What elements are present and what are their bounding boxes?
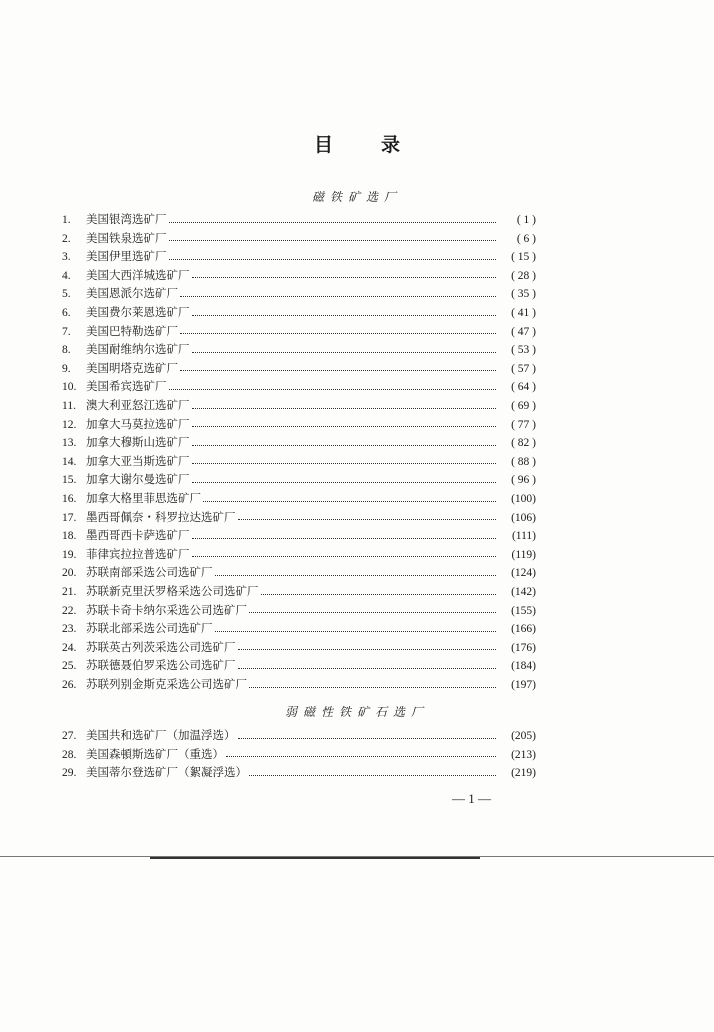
entry-number: 18. xyxy=(62,530,77,543)
dot-leader xyxy=(192,265,497,278)
section-heading-weakly-magnetic: 弱磁性铁矿石选厂 xyxy=(284,705,429,719)
dot-leader xyxy=(180,284,496,297)
entry-title: 苏联新克里沃罗格采选公司选矿厂 xyxy=(86,584,259,598)
page-number: — 1 — xyxy=(452,791,491,806)
toc-entry xyxy=(62,229,536,247)
entry-title: 苏联南部采选公司选矿厂 xyxy=(86,565,213,580)
entry-title: 苏联卡奇卡纳尔采选公司选矿厂 xyxy=(86,602,247,617)
entry-page: (106) xyxy=(511,511,536,524)
toc-entry xyxy=(62,601,536,619)
dot-leader xyxy=(192,544,497,557)
dot-leader xyxy=(238,726,497,739)
entry-number: 24. xyxy=(62,641,77,654)
entry-number: 4. xyxy=(62,269,71,282)
entry-number: 5. xyxy=(62,288,71,301)
toc-entry xyxy=(62,726,536,744)
entry-number: 20. xyxy=(62,567,77,580)
entry-page: ( 64 ) xyxy=(511,381,536,394)
entry-title: 美国巴特勒选矿厂 xyxy=(86,323,178,338)
toc-entry xyxy=(62,470,536,488)
entry-number: 19. xyxy=(62,548,77,561)
entry-page: (219) xyxy=(511,767,536,780)
entry-page: ( 6 ) xyxy=(516,232,536,245)
toc-entry xyxy=(62,763,536,781)
toc-entry xyxy=(62,433,536,451)
entry-number: 2. xyxy=(62,232,71,245)
entry-page: (166) xyxy=(511,623,536,636)
entry-title: 美国伊里选矿厂 xyxy=(86,249,167,264)
dot-leader xyxy=(249,763,496,776)
entry-number: 22. xyxy=(62,604,77,617)
entry-page: (176) xyxy=(511,641,536,654)
entry-title: 美国费尔莱恩选矿厂 xyxy=(86,305,190,319)
section-heading-magnetite: 磁铁矿选厂 xyxy=(311,190,402,204)
entry-title: 美国希宾选矿厂 xyxy=(86,379,167,394)
dot-leader xyxy=(169,247,497,260)
entry-page: ( 35 ) xyxy=(511,288,536,301)
dot-leader xyxy=(192,451,497,464)
entry-page: ( 88 ) xyxy=(511,455,536,468)
entry-page: ( 96 ) xyxy=(511,474,536,487)
toc-entry xyxy=(62,415,536,433)
entry-page: (111) xyxy=(511,530,536,543)
dot-leader xyxy=(169,210,497,223)
entry-page: ( 47 ) xyxy=(511,325,536,338)
dot-leader xyxy=(238,656,497,669)
title-char-1: 目 xyxy=(313,134,333,156)
entry-number: 8. xyxy=(62,344,71,357)
entry-number: 3. xyxy=(62,251,71,264)
entry-page: (197) xyxy=(511,679,536,691)
dot-leader xyxy=(238,507,497,520)
entry-page: (205) xyxy=(511,730,536,742)
dot-leader xyxy=(226,744,496,757)
dot-leader xyxy=(192,414,497,427)
entry-number: 16. xyxy=(62,493,77,505)
entry-title: 美国银湾选矿厂 xyxy=(86,212,167,226)
entry-title: 美国明塔克选矿厂 xyxy=(86,360,178,375)
entry-page: (100) xyxy=(511,493,536,505)
toc-entry xyxy=(62,340,536,358)
entry-page: (142) xyxy=(511,586,536,598)
entry-page: ( 15 ) xyxy=(511,251,536,264)
entry-title: 菲律宾拉拉普选矿厂 xyxy=(86,546,190,561)
entry-number: 23. xyxy=(62,623,77,636)
entry-page: ( 57 ) xyxy=(511,362,536,375)
toc-entry xyxy=(62,377,536,395)
entry-page: ( 41 ) xyxy=(511,307,536,319)
dot-leader xyxy=(215,563,497,576)
entry-title: 美国大西洋城选矿厂 xyxy=(86,267,190,282)
entry-title: 加拿大马莫拉选矿厂 xyxy=(86,416,190,431)
dot-leader xyxy=(261,582,497,595)
dot-leader xyxy=(192,303,497,316)
entry-number: 27. xyxy=(62,730,77,742)
entry-title: 加拿大穆斯山选矿厂 xyxy=(86,435,190,450)
toc-entry xyxy=(62,210,536,228)
toc-entry xyxy=(62,247,536,265)
entry-page: ( 82 ) xyxy=(511,437,536,450)
title-char-2: 录 xyxy=(381,134,401,156)
entry-page: (213) xyxy=(511,748,536,761)
entry-page: (155) xyxy=(511,604,536,617)
entry-title: 美国共和选矿厂（加温浮选） xyxy=(86,728,236,742)
entry-number: 1. xyxy=(62,214,71,226)
entry-title: 墨西哥西卡萨选矿厂 xyxy=(86,528,190,543)
entry-page: (184) xyxy=(511,660,536,673)
entry-title: 苏联北部采选公司选矿厂 xyxy=(86,621,213,636)
entry-title: 苏联德聂伯罗采选公司选矿厂 xyxy=(86,658,236,673)
entry-title: 加拿大亚当斯选矿厂 xyxy=(86,453,190,468)
entry-title: 澳大利亚怒江选矿厂 xyxy=(86,398,190,412)
entry-page: (119) xyxy=(511,548,536,561)
entry-title: 加拿大谢尔曼选矿厂 xyxy=(86,472,190,487)
entry-number: 9. xyxy=(62,362,71,375)
toc-entry xyxy=(62,745,536,763)
toc-entry xyxy=(62,563,536,581)
entry-page: ( 28 ) xyxy=(511,269,536,282)
dot-leader xyxy=(215,619,497,632)
entry-number: 10. xyxy=(62,381,77,394)
dot-leader xyxy=(192,340,497,353)
entry-page: (124) xyxy=(511,567,536,580)
entry-number: 21. xyxy=(62,586,77,598)
entry-page: ( 1 ) xyxy=(516,214,536,226)
entry-page: ( 53 ) xyxy=(511,344,536,357)
dot-leader xyxy=(238,637,497,650)
entry-title: 美国耐维纳尔选矿厂 xyxy=(86,342,190,357)
toc-entry xyxy=(62,452,536,470)
toc-entry xyxy=(62,266,536,284)
entry-title: 美国铁泉选矿厂 xyxy=(86,230,167,245)
scan-edge-line-dark xyxy=(150,857,480,859)
entry-number: 25. xyxy=(62,660,77,673)
toc-entry xyxy=(62,284,536,302)
dot-leader xyxy=(249,675,496,688)
toc-entry xyxy=(62,396,536,414)
dot-leader xyxy=(192,396,497,409)
entry-number: 28. xyxy=(62,748,77,761)
toc-entry xyxy=(62,508,536,526)
dot-leader xyxy=(192,470,497,483)
dot-leader xyxy=(203,489,496,502)
entry-number: 6. xyxy=(62,307,71,319)
entry-number: 12. xyxy=(62,418,77,431)
toc-entry xyxy=(62,675,536,693)
toc-entry xyxy=(62,656,536,674)
toc-entry xyxy=(62,489,536,507)
dot-leader xyxy=(169,228,497,241)
toc-entry xyxy=(62,619,536,637)
toc-entry xyxy=(62,582,536,600)
entry-page: ( 69 ) xyxy=(511,400,536,412)
toc-entry xyxy=(62,303,536,321)
entry-number: 7. xyxy=(62,325,71,338)
entry-number: 26. xyxy=(62,679,77,691)
entry-number: 17. xyxy=(62,511,77,524)
dot-leader xyxy=(192,526,497,539)
dot-leader xyxy=(192,433,497,446)
entry-number: 13. xyxy=(62,437,77,450)
entry-number: 11. xyxy=(62,400,76,412)
entry-title: 美国蒂尔登选矿厂（絮凝浮选） xyxy=(86,765,247,780)
dot-leader xyxy=(180,321,496,334)
dot-leader xyxy=(249,600,496,613)
entry-title: 加拿大格里菲思选矿厂 xyxy=(86,491,201,505)
entry-number: 15. xyxy=(62,474,77,487)
toc-entry xyxy=(62,545,536,563)
entry-title: 苏联列别金斯克采选公司选矿厂 xyxy=(86,677,247,691)
page-title xyxy=(0,130,714,157)
toc-entry xyxy=(62,638,536,656)
toc-entry xyxy=(62,322,536,340)
entry-title: 苏联英古列茨采选公司选矿厂 xyxy=(86,639,236,654)
dot-leader xyxy=(169,377,497,390)
entry-number: 29. xyxy=(62,767,77,780)
entry-title: 墨西哥佩奈・科罗拉达选矿厂 xyxy=(86,509,236,524)
toc-entry xyxy=(62,359,536,377)
entry-title: 美国森頓斯选矿厂（重选） xyxy=(86,746,224,761)
entry-number: 14. xyxy=(62,455,77,468)
entry-page: ( 77 ) xyxy=(511,418,536,431)
entry-title: 美国恩派尔选矿厂 xyxy=(86,286,178,301)
toc-entry xyxy=(62,526,536,544)
dot-leader xyxy=(180,358,496,371)
